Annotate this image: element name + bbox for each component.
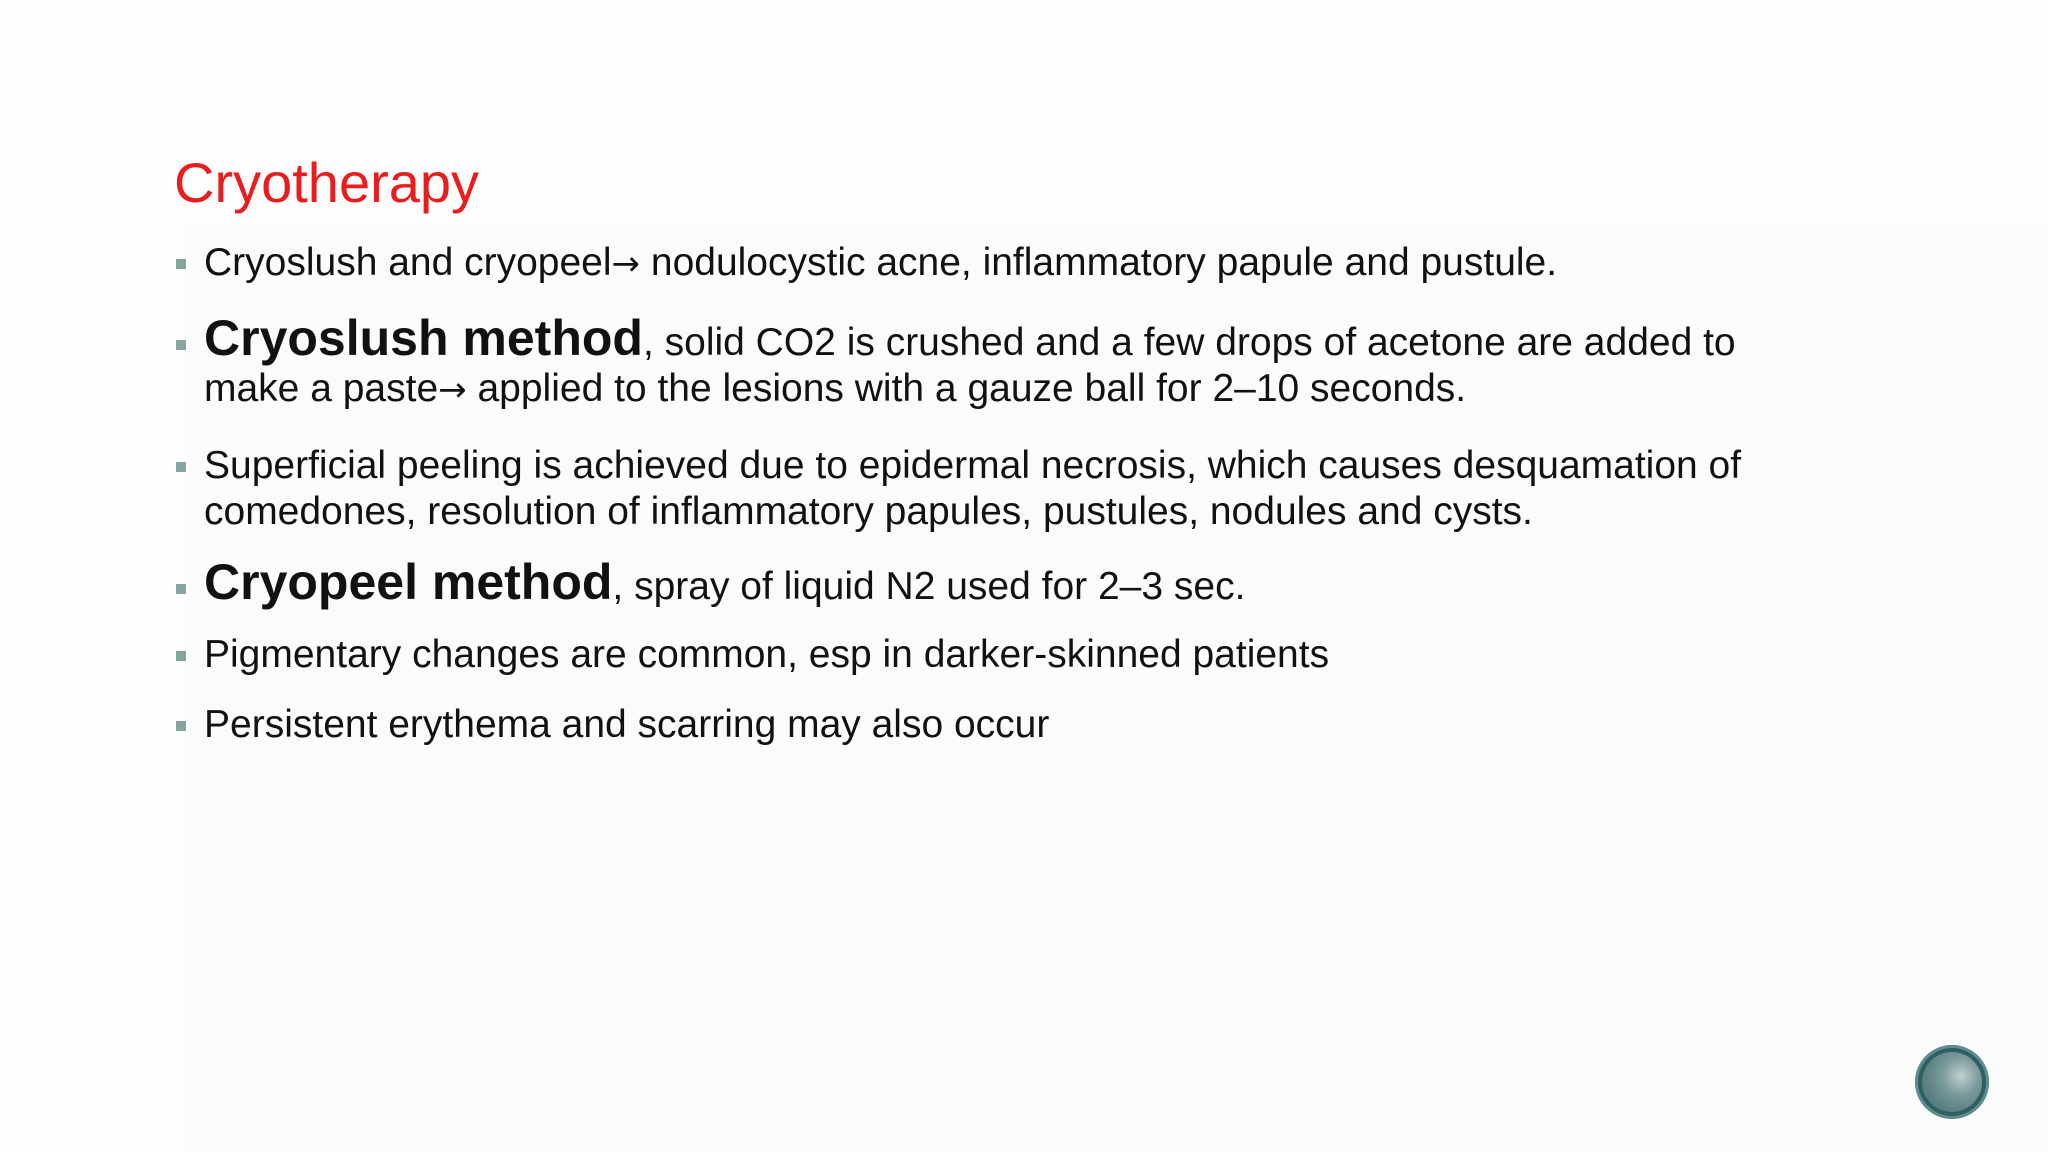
square-bullet-icon (176, 651, 186, 661)
bullet-text: applied to the lesions with a gauze ball for 2–10 seconds. (466, 367, 1467, 410)
bullet-text: Persistent erythema and scarring may also occur (204, 703, 1050, 746)
circle-nav-button-icon[interactable] (1915, 1045, 1989, 1119)
bullet-item-1 (174, 240, 1834, 287)
nav-button-face (1922, 1052, 1982, 1112)
bullet-item-4 (174, 554, 1834, 610)
square-bullet-icon (176, 584, 186, 594)
bullet-text: , solid CO2 is crushed and a few drops of acetone are added to make a paste (204, 321, 1736, 410)
square-bullet-icon (176, 340, 186, 350)
arrow-icon: → (438, 370, 467, 410)
bullet-item-3 (174, 443, 1834, 535)
slide-title: Cryotherapy (174, 151, 480, 214)
bullet-text: , spray of liquid N2 used for 2–3 sec. (612, 565, 1246, 608)
bullet-strong-term: Cryoslush method (204, 310, 643, 366)
bullet-item-5 (174, 632, 1834, 678)
square-bullet-icon (176, 721, 186, 731)
bullet-text: Pigmentary changes are common, esp in darker-skinned patients (204, 633, 1330, 676)
arrow-icon: → (611, 244, 641, 284)
bullet-strong-term: Cryopeel method (204, 554, 613, 610)
bullet-list (174, 240, 1834, 748)
bullet-text: nodulocystic acne, inflammatory papule and pustule. (640, 241, 1558, 284)
bullet-item-2 (174, 310, 1834, 413)
square-bullet-icon (176, 259, 186, 269)
bullet-item-6 (174, 702, 1834, 748)
bullet-text: Cryoslush and cryopeel (204, 241, 612, 284)
square-bullet-icon (176, 462, 186, 472)
bullet-text: Superficial peeling is achieved due to epidermal necrosis, which causes desquamation of comedones, resolution of inflammatory papules, pustules, nodules and cysts. (204, 444, 1742, 533)
